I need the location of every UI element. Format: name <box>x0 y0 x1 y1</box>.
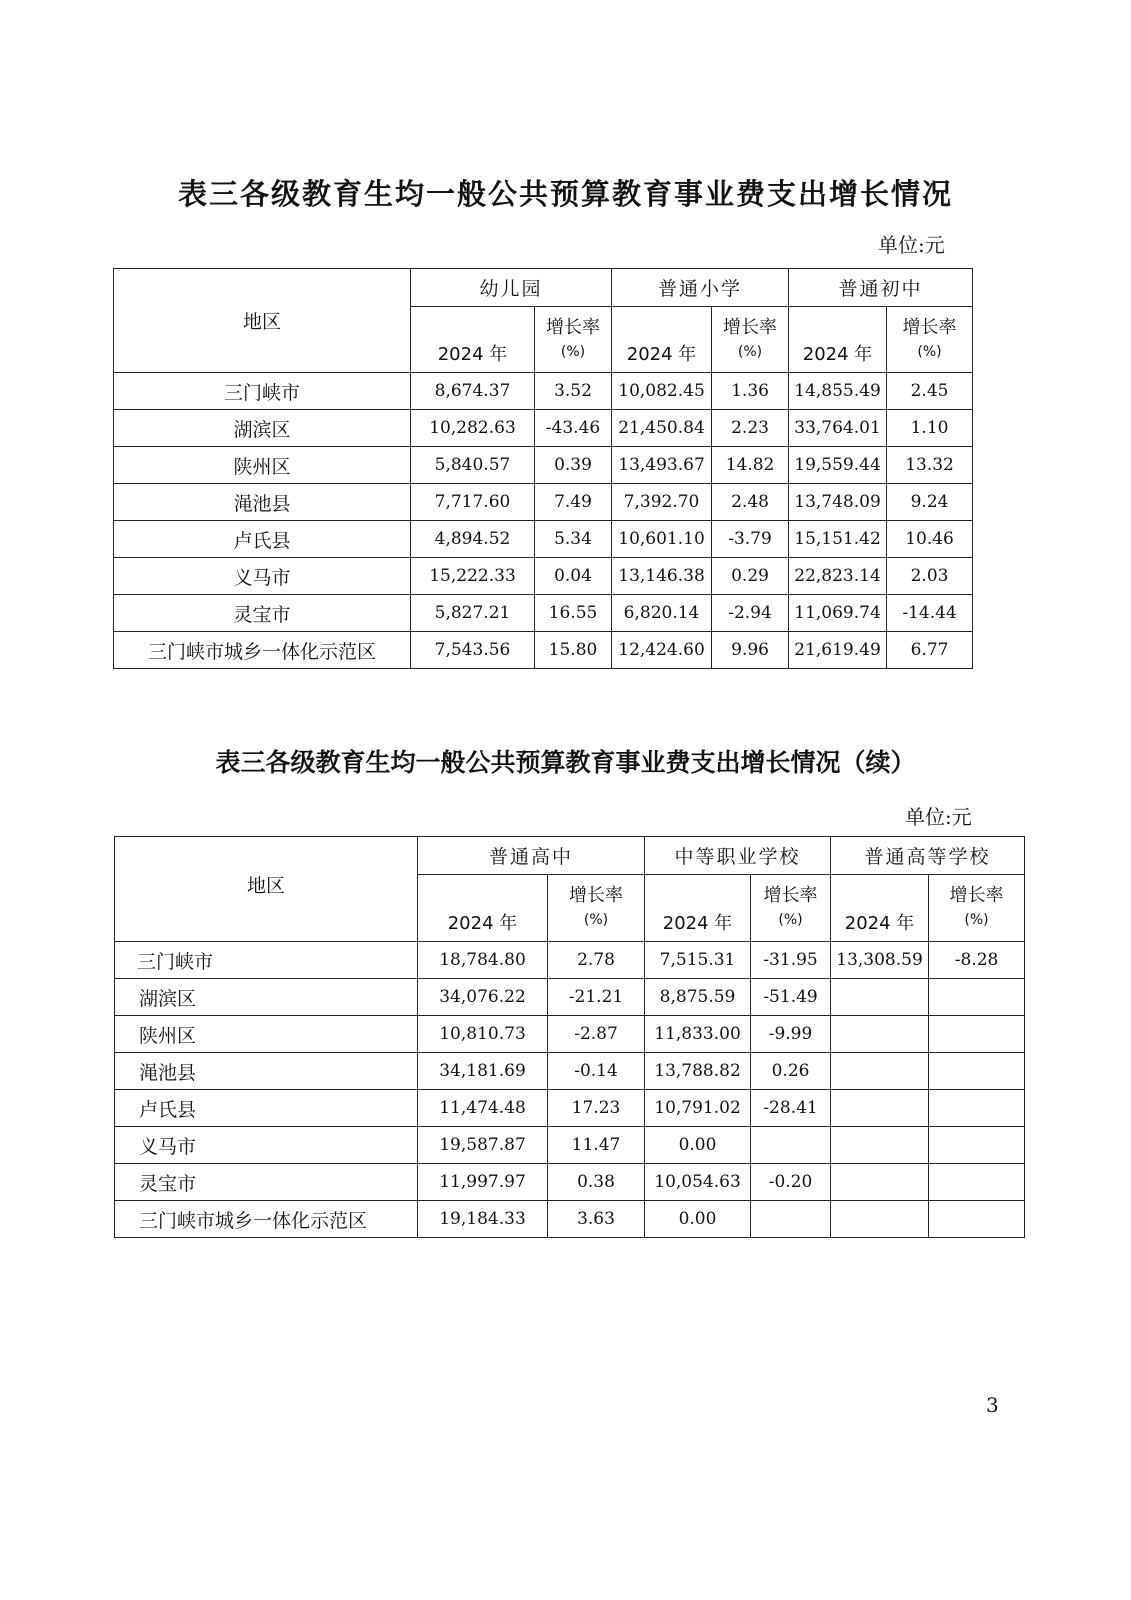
amount-cell: 10,282.63 <box>411 410 535 447</box>
table1-group-header: 幼儿园 <box>411 269 612 307</box>
region-cell: 湖滨区 <box>115 979 418 1016</box>
growth-rate-cell: 2.03 <box>887 558 973 595</box>
growth-rate-cell: 1.10 <box>887 410 973 447</box>
growth-rate-cell: -9.99 <box>751 1016 831 1053</box>
rate-header <box>929 875 1025 942</box>
rate-header <box>712 307 789 373</box>
amount-cell <box>831 1164 929 1201</box>
table1-title: 表三各级教育生均一般公共预算教育事业费支出增长情况 <box>177 177 953 211</box>
region-cell: 渑池县 <box>114 484 411 521</box>
growth-rate-cell: 14.82 <box>712 447 789 484</box>
table-row <box>115 1053 1025 1090</box>
growth-rate-cell: 3.63 <box>548 1201 645 1238</box>
growth-rate-cell <box>929 1164 1025 1201</box>
growth-rate-cell <box>929 1127 1025 1164</box>
amount-cell: 21,619.49 <box>789 632 887 669</box>
amount-cell: 18,784.80 <box>418 942 548 979</box>
amount-cell: 22,823.14 <box>789 558 887 595</box>
year-header: 2024 年 <box>411 307 535 373</box>
table2-title: 表三各级教育生均一般公共预算教育事业费支出增长情况（续） <box>215 748 916 777</box>
table-row <box>115 1127 1025 1164</box>
amount-cell: 11,833.00 <box>645 1016 751 1053</box>
growth-rate-cell: 0.39 <box>535 447 612 484</box>
amount-cell: 33,764.01 <box>789 410 887 447</box>
rate-label: 增长率 <box>546 316 600 338</box>
growth-rate-cell: -8.28 <box>929 942 1025 979</box>
growth-rate-cell <box>929 1016 1025 1053</box>
growth-rate-cell: -0.14 <box>548 1053 645 1090</box>
amount-cell: 13,493.67 <box>612 447 712 484</box>
rate-label: 增长率 <box>949 885 1004 906</box>
table-row <box>114 632 973 669</box>
table1-unit-label: 单位:元 <box>878 233 945 257</box>
table2-group-header: 中等职业学校 <box>645 837 831 875</box>
region-cell: 义马市 <box>114 558 411 595</box>
growth-rate-cell: 2.48 <box>712 484 789 521</box>
amount-cell: 10,601.10 <box>612 521 712 558</box>
growth-rate-cell <box>929 1201 1025 1238</box>
amount-cell: 19,184.33 <box>418 1201 548 1238</box>
growth-rate-cell: 10.46 <box>887 521 973 558</box>
region-cell: 卢氏县 <box>114 521 411 558</box>
growth-rate-cell: 3.52 <box>535 373 612 410</box>
growth-rate-cell: 5.34 <box>535 521 612 558</box>
table2-region-header: 地区 <box>115 837 418 942</box>
amount-cell: 10,810.73 <box>418 1016 548 1053</box>
growth-rate-cell: -43.46 <box>535 410 612 447</box>
growth-rate-cell: 9.96 <box>712 632 789 669</box>
amount-cell: 7,392.70 <box>612 484 712 521</box>
rate-label: 增长率 <box>902 316 957 338</box>
table-row <box>114 558 973 595</box>
amount-cell: 5,827.21 <box>411 595 535 632</box>
region-cell: 陕州区 <box>114 447 411 484</box>
table2-body <box>115 942 1025 1238</box>
amount-cell: 13,748.09 <box>789 484 887 521</box>
amount-cell: 14,855.49 <box>789 373 887 410</box>
growth-rate-cell: -2.87 <box>548 1016 645 1053</box>
amount-cell: 10,054.63 <box>645 1164 751 1201</box>
amount-cell: 19,559.44 <box>789 447 887 484</box>
table2 <box>114 836 1025 1238</box>
table1 <box>113 268 973 669</box>
amount-cell: 11,069.74 <box>789 595 887 632</box>
amount-cell: 0.00 <box>645 1127 751 1164</box>
amount-cell <box>831 1053 929 1090</box>
growth-rate-cell: -0.20 <box>751 1164 831 1201</box>
growth-rate-cell <box>929 1090 1025 1127</box>
growth-rate-cell: 15.80 <box>535 632 612 669</box>
table-row <box>115 1090 1025 1127</box>
region-cell: 陕州区 <box>115 1016 418 1053</box>
amount-cell: 6,820.14 <box>612 595 712 632</box>
year-header: 2024 年 <box>645 875 751 942</box>
growth-rate-cell <box>929 1053 1025 1090</box>
growth-rate-cell: -3.79 <box>712 521 789 558</box>
rate-unit: (%) <box>560 343 586 360</box>
amount-cell: 19,587.87 <box>418 1127 548 1164</box>
amount-cell <box>831 1016 929 1053</box>
year-header: 2024 年 <box>789 307 887 373</box>
amount-cell <box>831 1090 929 1127</box>
amount-cell: 12,424.60 <box>612 632 712 669</box>
growth-rate-cell: 11.47 <box>548 1127 645 1164</box>
amount-cell: 7,543.56 <box>411 632 535 669</box>
amount-cell: 8,875.59 <box>645 979 751 1016</box>
growth-rate-cell: -28.41 <box>751 1090 831 1127</box>
growth-rate-cell: 17.23 <box>548 1090 645 1127</box>
rate-unit: (%) <box>583 912 609 928</box>
rate-header <box>548 875 645 942</box>
table-row <box>115 942 1025 979</box>
growth-rate-cell <box>751 1127 831 1164</box>
table-row <box>115 979 1025 1016</box>
amount-cell <box>831 1127 929 1164</box>
page-number: 3 <box>986 1393 999 1417</box>
rate-unit: (%) <box>917 343 942 360</box>
growth-rate-cell: -21.21 <box>548 979 645 1016</box>
rate-unit: (%) <box>964 912 989 928</box>
region-cell: 三门峡市 <box>114 373 411 410</box>
table1-group-header: 普通小学 <box>612 269 789 307</box>
table-row <box>114 484 973 521</box>
region-cell: 三门峡市 <box>115 942 418 979</box>
year-header: 2024 年 <box>612 307 712 373</box>
amount-cell: 4,894.52 <box>411 521 535 558</box>
growth-rate-cell: -14.44 <box>887 595 973 632</box>
growth-rate-cell: 7.49 <box>535 484 612 521</box>
amount-cell: 5,840.57 <box>411 447 535 484</box>
rate-unit: (%) <box>737 343 763 360</box>
region-cell: 三门峡市城乡一体化示范区 <box>114 632 411 669</box>
rate-unit: (%) <box>778 912 803 928</box>
region-cell: 卢氏县 <box>115 1090 418 1127</box>
amount-cell: 13,146.38 <box>612 558 712 595</box>
table1-header-row-groups <box>114 269 973 307</box>
table-row <box>115 1016 1025 1053</box>
amount-cell: 11,474.48 <box>418 1090 548 1127</box>
growth-rate-cell: 2.45 <box>887 373 973 410</box>
amount-cell: 0.00 <box>645 1201 751 1238</box>
growth-rate-cell: -51.49 <box>751 979 831 1016</box>
amount-cell: 10,082.45 <box>612 373 712 410</box>
table-row <box>114 595 973 632</box>
growth-rate-cell: 2.78 <box>548 942 645 979</box>
rate-header <box>887 307 973 373</box>
growth-rate-cell: 0.29 <box>712 558 789 595</box>
table2-header-row-groups <box>115 837 1025 875</box>
table1-group-header: 普通初中 <box>789 269 973 307</box>
region-cell: 渑池县 <box>115 1053 418 1090</box>
region-cell: 三门峡市城乡一体化示范区 <box>115 1201 418 1238</box>
table2-group-header: 普通高等学校 <box>831 837 1025 875</box>
amount-cell: 13,788.82 <box>645 1053 751 1090</box>
growth-rate-cell: 16.55 <box>535 595 612 632</box>
amount-cell <box>831 979 929 1016</box>
year-header: 2024 年 <box>418 875 548 942</box>
growth-rate-cell: -2.94 <box>712 595 789 632</box>
amount-cell: 13,308.59 <box>831 942 929 979</box>
rate-label: 增长率 <box>763 885 818 906</box>
table-row <box>114 410 973 447</box>
rate-header <box>535 307 612 373</box>
growth-rate-cell: 2.23 <box>712 410 789 447</box>
growth-rate-cell: -31.95 <box>751 942 831 979</box>
rate-header <box>751 875 831 942</box>
growth-rate-cell: 13.32 <box>887 447 973 484</box>
amount-cell: 11,997.97 <box>418 1164 548 1201</box>
rate-label: 增长率 <box>723 316 778 338</box>
amount-cell: 15,151.42 <box>789 521 887 558</box>
amount-cell: 15,222.33 <box>411 558 535 595</box>
table-row <box>115 1201 1025 1238</box>
table-row <box>115 1164 1025 1201</box>
year-header: 2024 年 <box>831 875 929 942</box>
amount-cell: 8,674.37 <box>411 373 535 410</box>
growth-rate-cell: 6.77 <box>887 632 973 669</box>
table-row <box>114 521 973 558</box>
amount-cell: 34,076.22 <box>418 979 548 1016</box>
amount-cell: 10,791.02 <box>645 1090 751 1127</box>
amount-cell: 7,717.60 <box>411 484 535 521</box>
region-cell: 湖滨区 <box>114 410 411 447</box>
growth-rate-cell: 0.26 <box>751 1053 831 1090</box>
growth-rate-cell: 9.24 <box>887 484 973 521</box>
table-row <box>114 447 973 484</box>
region-cell: 灵宝市 <box>115 1164 418 1201</box>
growth-rate-cell <box>929 979 1025 1016</box>
amount-cell: 34,181.69 <box>418 1053 548 1090</box>
amount-cell <box>831 1201 929 1238</box>
region-cell: 灵宝市 <box>114 595 411 632</box>
table1-body <box>114 373 973 669</box>
growth-rate-cell <box>751 1201 831 1238</box>
growth-rate-cell: 1.36 <box>712 373 789 410</box>
table2-unit-label: 单位:元 <box>905 805 972 829</box>
table1-region-header: 地区 <box>114 269 411 373</box>
table-row <box>114 373 973 410</box>
amount-cell: 7,515.31 <box>645 942 751 979</box>
region-cell: 义马市 <box>115 1127 418 1164</box>
growth-rate-cell: 0.04 <box>535 558 612 595</box>
growth-rate-cell: 0.38 <box>548 1164 645 1201</box>
rate-label: 增长率 <box>569 885 623 906</box>
amount-cell: 21,450.84 <box>612 410 712 447</box>
table2-group-header: 普通高中 <box>418 837 645 875</box>
